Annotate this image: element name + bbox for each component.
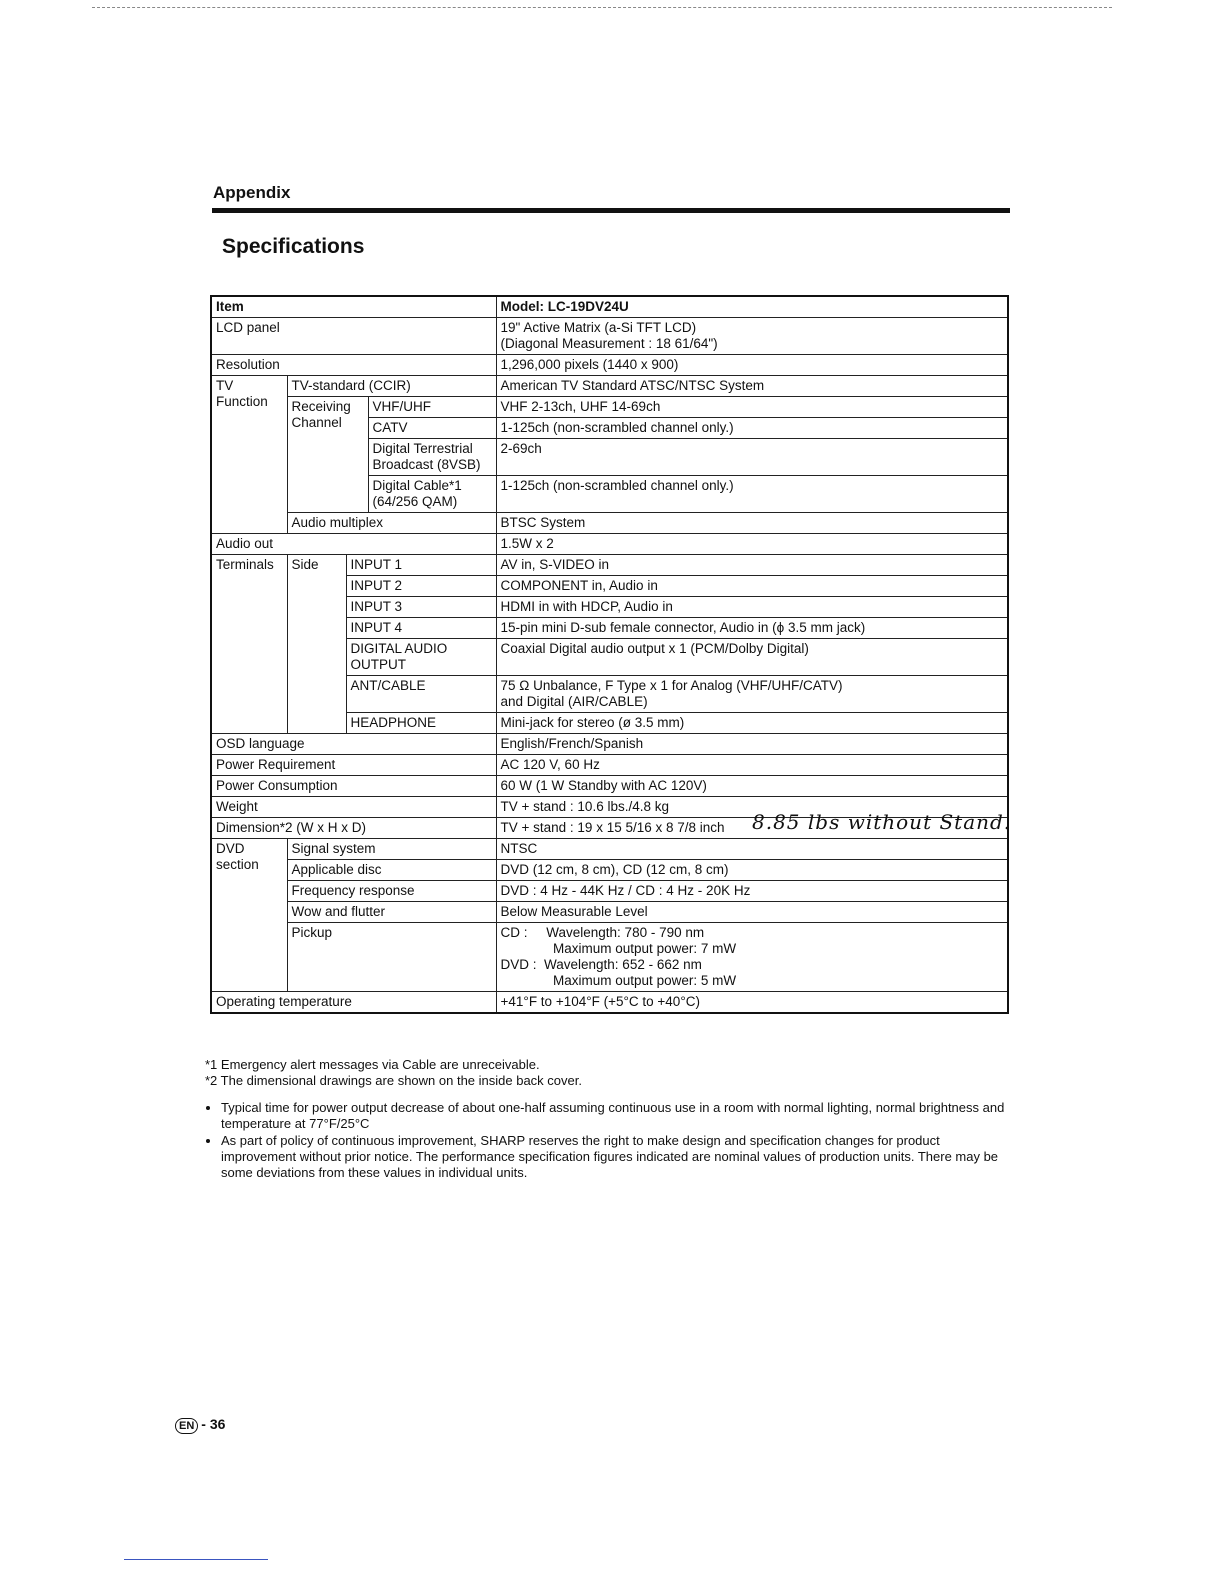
table-row — [211, 860, 1008, 881]
table-row — [211, 755, 1008, 776]
label-line: Digital Terrestrial — [372, 441, 473, 456]
table-header-row — [211, 296, 1008, 318]
row-value — [496, 318, 1008, 355]
table-row — [211, 318, 1008, 355]
row-label: TV-standard (CCIR) — [287, 376, 496, 397]
row-value: 1.5W x 2 — [496, 534, 1008, 555]
row-value: Mini-jack for stereo (ø 3.5 mm) — [496, 713, 1008, 734]
value-line: Maximum output power: 5 mW — [500, 973, 737, 988]
row-label: Power Consumption — [211, 776, 496, 797]
row-label — [346, 639, 496, 676]
table-row — [211, 355, 1008, 376]
row-value: VHF 2-13ch, UHF 14-69ch — [496, 397, 1008, 418]
table-row — [211, 839, 1008, 860]
table-row — [211, 902, 1008, 923]
row-value: TV + stand : 19 x 15 5/16 x 8 7/8 inch — [496, 818, 1008, 839]
label-line: (64/256 QAM) — [372, 494, 458, 509]
header-item: Item — [211, 296, 496, 318]
row-label: Resolution — [211, 355, 496, 376]
list-item: • Typical time for power output decrease of about one-half assuming continuous use in a room with normal lighting, normal brightness and temperature at 77°F/25°C — [221, 1100, 1005, 1132]
table-row — [211, 534, 1008, 555]
row-value: 1-125ch (non-scrambled channel only.) — [496, 418, 1008, 439]
value-line: CD : Wavelength: 780 - 790 nm — [500, 925, 705, 940]
row-value — [496, 676, 1008, 713]
row-label: VHF/UHF — [368, 397, 496, 418]
section-divider — [212, 208, 1010, 213]
table-row — [211, 376, 1008, 397]
label-line: Digital Cable*1 — [372, 478, 462, 493]
page-title: Specifications — [222, 235, 365, 258]
row-label: Pickup — [287, 923, 496, 992]
row-label — [368, 439, 496, 476]
row-label: ANT/CABLE — [346, 676, 496, 713]
row-value: TV + stand : 10.6 lbs./4.8 kg — [496, 797, 1008, 818]
row-label: Wow and flutter — [287, 902, 496, 923]
row-value: HDMI in with HDCP, Audio in — [496, 597, 1008, 618]
row-value: +41°F to +104°F (+5°C to +40°C) — [496, 992, 1008, 1014]
row-value: AC 120 V, 60 Hz — [496, 755, 1008, 776]
value-line: 19" Active Matrix (a-Si TFT LCD) — [500, 320, 697, 335]
group-label-dvd: DVD section — [211, 839, 287, 992]
row-label: INPUT 2 — [346, 576, 496, 597]
row-value: 1-125ch (non-scrambled channel only.) — [496, 476, 1008, 513]
row-label: Operating temperature — [211, 992, 496, 1014]
bottom-scan-rule — [124, 1559, 268, 1560]
table-row — [211, 776, 1008, 797]
language-badge: EN — [175, 1418, 198, 1434]
row-label: Frequency response — [287, 881, 496, 902]
row-label: Power Requirement — [211, 755, 496, 776]
group-label-tv: TV Function — [211, 376, 287, 534]
list-item: • As part of policy of continuous improvement, SHARP reserves the right to make design and specification changes for product improvement without prior notice. The performance specification figures indicated are nominal values of production units. There may be some deviations from these values in individual units. — [221, 1133, 1005, 1181]
row-label: Weight — [211, 797, 496, 818]
row-value: AV in, S-VIDEO in — [496, 555, 1008, 576]
row-label: Audio out — [211, 534, 496, 555]
row-label: Applicable disc — [287, 860, 496, 881]
row-label: INPUT 1 — [346, 555, 496, 576]
value-line: DVD : Wavelength: 652 - 662 nm — [500, 957, 702, 972]
row-label: Signal system — [287, 839, 496, 860]
row-value: 1,296,000 pixels (1440 x 900) — [496, 355, 1008, 376]
row-value: BTSC System — [496, 513, 1008, 534]
value-line: 75 Ω Unbalance, F Type x 1 for Analog (VHF/UHF/CATV) — [500, 678, 843, 693]
row-value: Coaxial Digital audio output x 1 (PCM/Dolby Digital) — [496, 639, 1008, 676]
row-label: Dimension*2 (W x H x D) — [211, 818, 496, 839]
footnote: *1 Emergency alert messages via Cable are unreceivable. — [205, 1057, 540, 1072]
handwritten-note: 8.85 lbs without Stand. — [752, 810, 1012, 834]
row-label — [368, 476, 496, 513]
bullet-list — [205, 1100, 1005, 1181]
footnote: *2 The dimensional drawings are shown on the inside back cover. — [205, 1073, 582, 1088]
subgroup-label-side: Side — [287, 555, 346, 734]
row-label: CATV — [368, 418, 496, 439]
row-value: 60 W (1 W Standby with AC 120V) — [496, 776, 1008, 797]
row-value: Below Measurable Level — [496, 902, 1008, 923]
row-label: LCD panel — [211, 318, 496, 355]
group-label-terminals: Terminals — [211, 555, 287, 734]
row-value: 15-pin mini D-sub female connector, Audio in (ϕ 3.5 mm jack) — [496, 618, 1008, 639]
row-label: INPUT 4 — [346, 618, 496, 639]
page-number-text: - 36 — [201, 1416, 226, 1432]
row-value: 2-69ch — [496, 439, 1008, 476]
header-model: Model: LC-19DV24U — [496, 296, 1008, 318]
row-value: DVD : 4 Hz - 44K Hz / CD : 4 Hz - 20K Hz — [496, 881, 1008, 902]
row-label: HEADPHONE — [346, 713, 496, 734]
table-row — [211, 513, 1008, 534]
row-label: OSD language — [211, 734, 496, 755]
row-value: COMPONENT in, Audio in — [496, 576, 1008, 597]
value-line: Maximum output power: 7 mW — [500, 941, 737, 956]
row-value: American TV Standard ATSC/NTSC System — [496, 376, 1008, 397]
label-line: DIGITAL AUDIO — [350, 641, 448, 656]
value-line: and Digital (AIR/CABLE) — [500, 694, 648, 709]
row-value: DVD (12 cm, 8 cm), CD (12 cm, 8 cm) — [496, 860, 1008, 881]
section-label: Appendix — [213, 183, 291, 202]
label-line: OUTPUT — [350, 657, 406, 672]
subgroup-label-channel: Receiving Channel — [287, 397, 368, 513]
top-scan-rule — [92, 7, 1112, 8]
table-row — [211, 397, 1008, 418]
row-value — [496, 923, 1008, 992]
row-label: Audio multiplex — [287, 513, 496, 534]
table-row — [211, 734, 1008, 755]
spec-table — [210, 295, 1012, 1014]
row-value: English/French/Spanish — [496, 734, 1008, 755]
label-line: Broadcast (8VSB) — [372, 457, 481, 472]
table-row — [211, 881, 1008, 902]
table-row — [211, 992, 1008, 1014]
page-number — [175, 1416, 225, 1434]
table-row — [211, 555, 1008, 576]
table-row — [211, 923, 1008, 992]
row-label: INPUT 3 — [346, 597, 496, 618]
value-line: (Diagonal Measurement : 18 61/64") — [500, 336, 718, 351]
notes-section — [205, 1057, 1005, 1182]
row-value: NTSC — [496, 839, 1008, 860]
